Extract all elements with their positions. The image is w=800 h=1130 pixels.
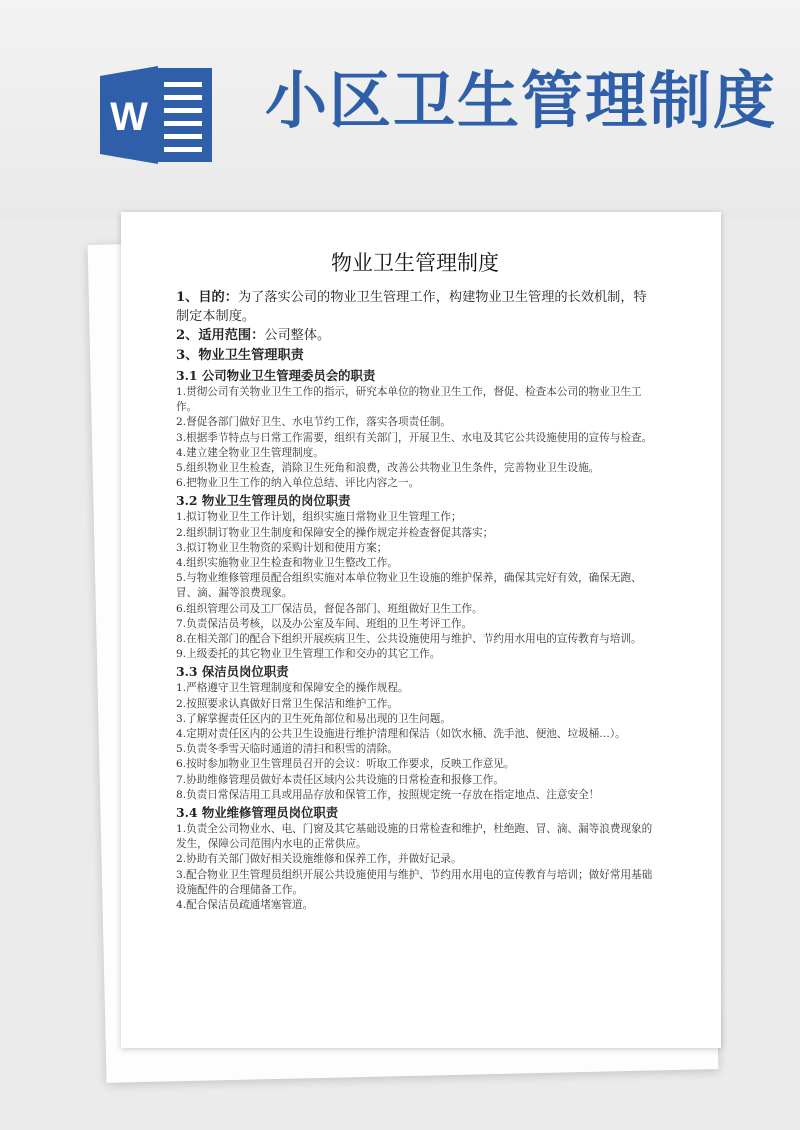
list-item: 5.组织物业卫生检查，消除卫生死角和浪费，改善公共物业卫生条件，完善物业卫生设施。 bbox=[176, 462, 600, 475]
list-item: 3.了解掌握责任区内的卫生死角部位和易出现的卫生问题。 bbox=[176, 712, 451, 725]
duties-heading: 3、物业卫生管理职责 bbox=[176, 348, 304, 363]
list-item: 2.按照要求认真做好日常卫生保洁和维护工作。 bbox=[176, 697, 398, 710]
list-item: 4.组织实施物业卫生检查和物业卫生整改工作。 bbox=[176, 557, 398, 570]
list-item: 3.配合物业卫生管理员组织开展公共设施使用与维护、节约用水用电的宣传教育与培训；做好常用基础设施配件的合理储备工作。 bbox=[176, 868, 653, 896]
scope-text: 公司整体。 bbox=[264, 328, 331, 343]
list-item: 3.根据季节特点与日常工作需要，组织有关部门，开展卫生、水电及其它公共设施使用的宣传与检查。 bbox=[176, 431, 653, 444]
document-title: 物业卫生管理制度 bbox=[331, 251, 499, 275]
purpose-paragraph bbox=[176, 288, 654, 326]
list-item: 7.负责保洁员考核，以及办公室及车间、班组的卫生考评工作。 bbox=[176, 617, 473, 630]
document-content bbox=[176, 246, 654, 913]
list-item: 6.组织管理公司及工厂保洁员，督促各部门、班组做好卫生工作。 bbox=[176, 602, 483, 615]
list-item: 1.拟订物业卫生工作计划，组织实施日常物业卫生管理工作； bbox=[176, 511, 462, 524]
list-item: 5.与物业维修管理员配合组织实施对本单位物业卫生设施的维护保养，确保其完好有效，确保无跑、冒、滴、漏等浪费现象。 bbox=[176, 572, 642, 600]
list-item: 5.负责冬季雪天临时通道的清扫和积雪的清除。 bbox=[176, 743, 398, 756]
list-item: 8.负责日常保洁用工具或用品存放和保管工作，按照规定统一存放在指定地点、注意安全！ bbox=[176, 788, 600, 801]
scope-label: 2、适用范围： bbox=[176, 328, 265, 343]
word-document-icon bbox=[100, 62, 215, 168]
list-item: 4.建立建全物业卫生管理制度。 bbox=[176, 446, 324, 459]
list-item: 3.拟订物业卫生物资的采购计划和使用方案； bbox=[176, 541, 388, 554]
banner-title: 小区卫生管理制度 bbox=[265, 64, 778, 137]
list-item: 2.组织制订物业卫生制度和保障安全的操作规定并检查督促其落实； bbox=[176, 526, 494, 539]
list-item: 8.在相关部门的配合下组织开展疾病卫生、公共设施使用与维护、节约用水用电的宣传教育与培训。 bbox=[176, 633, 642, 646]
scope-paragraph bbox=[176, 326, 654, 345]
purpose-label: 1、目的： bbox=[176, 290, 238, 305]
word-icon-letter: W bbox=[110, 95, 148, 139]
list-item: 9.上级委托的其它物业卫生管理工作和交办的其它工作。 bbox=[176, 648, 441, 661]
purpose-text: 为了落实公司的物业卫生管理工作，构建物业卫生管理的长效机制，特制定本制度。 bbox=[176, 290, 647, 324]
list-item: 6.按时参加物业卫生管理员召开的会议：听取工作要求，反映工作意见。 bbox=[176, 758, 515, 771]
list-item: 2.协助有关部门做好相关设施维修和保养工作，并做好记录。 bbox=[176, 853, 462, 866]
list-item: 6.把物业卫生工作的纳入单位总结、评比内容之一。 bbox=[176, 477, 420, 490]
section-heading: 3.1 公司物业卫生管理委员会的职责 bbox=[176, 368, 376, 383]
section-heading: 3.3 保洁员岗位职责 bbox=[176, 664, 289, 680]
list-item: 7.协助维修管理员做好本责任区域内公共设施的日常检查和报修工作。 bbox=[176, 773, 504, 786]
list-item: 4.配合保洁员疏通堵塞管道。 bbox=[176, 899, 314, 912]
list-item: 1.严格遵守卫生管理制度和保障安全的操作规程。 bbox=[176, 682, 409, 695]
section-heading: 3.4 物业维修管理员岗位职责 bbox=[176, 805, 339, 821]
section-heading: 3.2 物业卫生管理员的岗位职责 bbox=[176, 493, 351, 509]
list-item: 2.督促各部门做好卫生、水电节约工作，落实各项责任制。 bbox=[176, 416, 451, 429]
list-item: 4.定期对责任区内的公共卫生设施进行维护清理和保洁（如饮水桶、洗手池、便池、垃圾桶…）。 bbox=[176, 728, 626, 741]
list-item: 1.负责全公司物业水、电、门窗及其它基础设施的日常检查和维护，杜绝跑、冒、滴、漏等浪费现象的发生，保障公司范围内水电的正常供应。 bbox=[176, 823, 653, 851]
list-item: 1.贯彻公司有关物业卫生工作的指示，研究本单位的物业卫生工作，督促、检查本公司的物业卫生工作。 bbox=[176, 386, 642, 414]
